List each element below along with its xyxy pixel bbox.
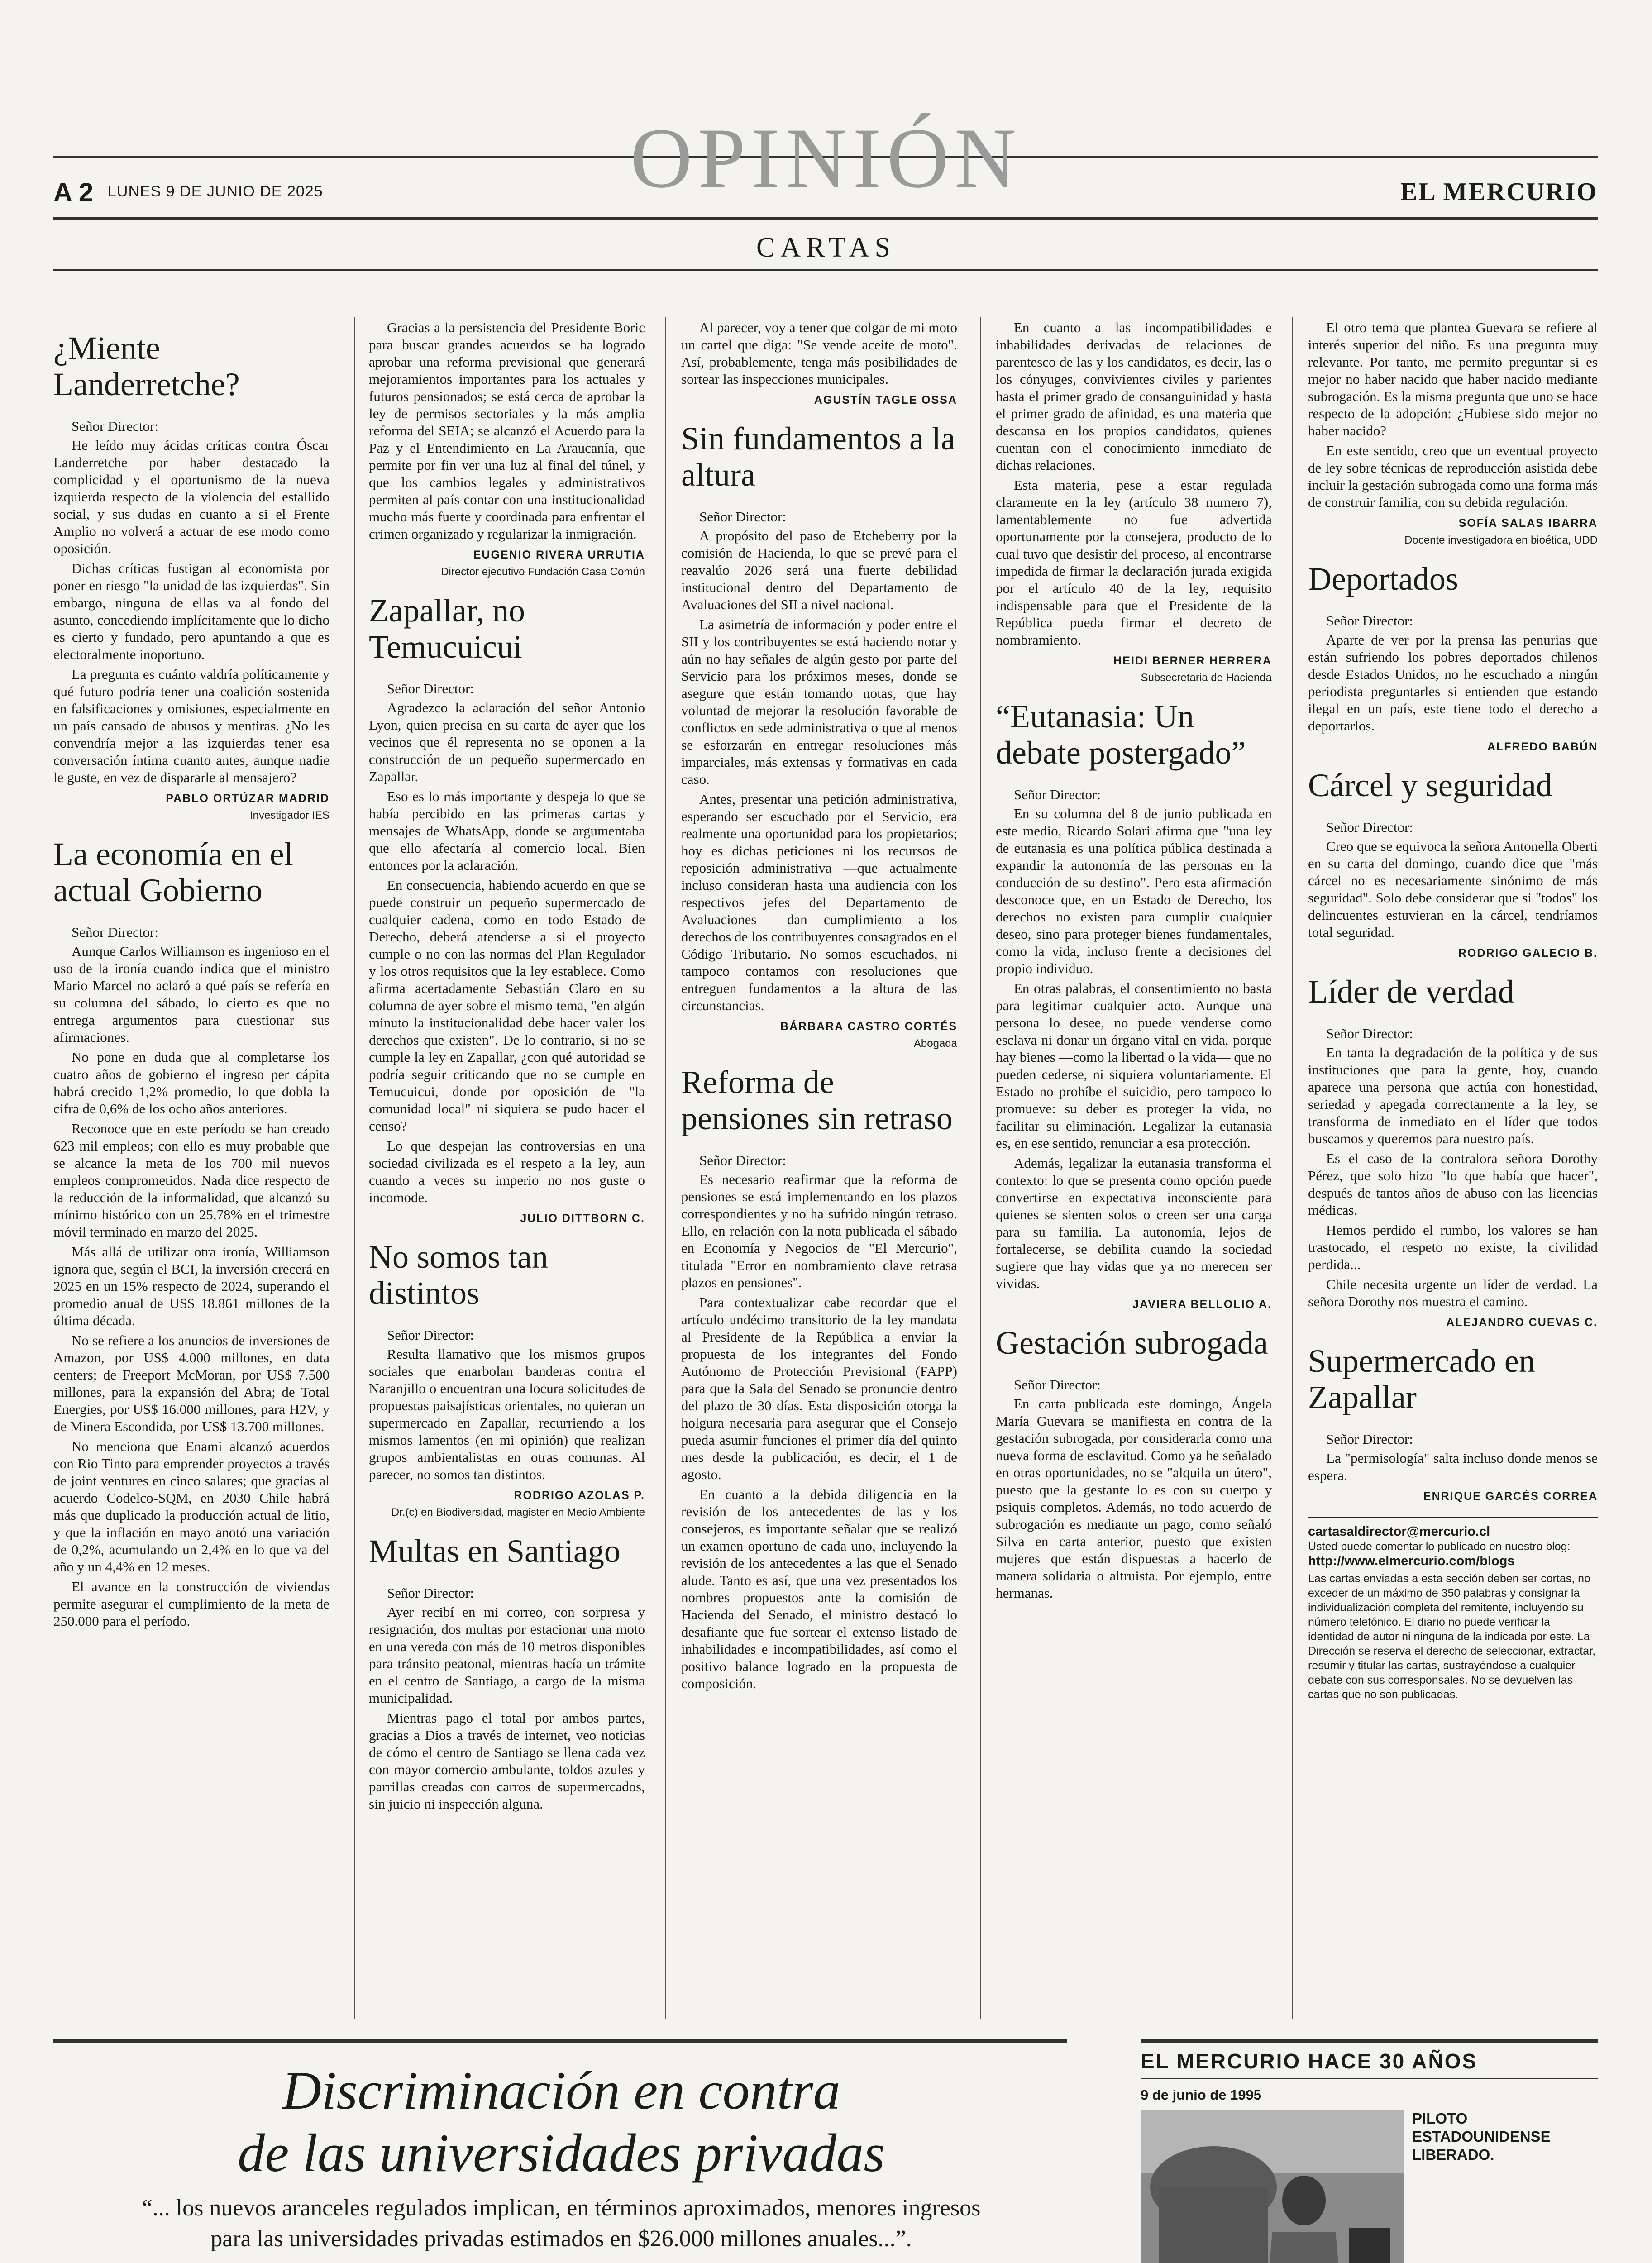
letter-paragraph: Chile necesita urgente un líder de verdad. La señora Dorothy nos muestra el camino. bbox=[1308, 1276, 1598, 1309]
letter-paragraph: Para contextualizar cabe recordar que el artículo undécimo transitorio de la ley mandata al Presidente de la República a enviar la propuesta de los integrantes del Fondo Autónomo de Protección Previsional (FAPP) para que la Sala del Senado se pronuncie dentro del plazo de 30 días. Esta disposición otorga la holgura necesaria para asegurar que el Consejo pueda asumir funciones el primer día del quinto mes desde la publicación, es decir, el 1 de agosto. bbox=[681, 1294, 957, 1482]
letter-signature: AGUSTÍN TAGLE OSSA bbox=[814, 394, 957, 406]
letter-tan-distintos bbox=[369, 1239, 645, 1521]
pilot-photo bbox=[1141, 2110, 1404, 2263]
letter-title: ¿Miente Landerretche? bbox=[53, 330, 240, 402]
letter-economia bbox=[53, 836, 329, 1630]
letter-affiliation: Subsecretaria de Hacienda bbox=[1141, 672, 1272, 684]
letter-greeting: Señor Director: bbox=[1326, 819, 1413, 835]
letter-paragraph: Aparte de ver por la prensa las penurias que están sufriendo los pobres deportados chilenos desde Estados Unidos, no he escuchado a ningún periodista preguntarles si entienden que estando ilegal en un país, este tiene todo el derecho a deportarlos. bbox=[1308, 632, 1598, 734]
piloto-title: PILOTO ESTADOUNIDENSE LIBERADO. bbox=[1412, 2110, 1551, 2163]
letter-lider bbox=[1308, 974, 1598, 1331]
letter-greeting: Señor Director: bbox=[1014, 1377, 1101, 1393]
letter-signature: HEIDI BERNER HERRERA bbox=[1113, 654, 1272, 667]
piloto-story bbox=[1141, 2110, 1598, 2263]
letter-title: La economía en el actual Gobierno bbox=[53, 836, 293, 908]
letter-paragraph: Creo que se equivoca la señora Antonella Oberti en su carta del domingo, cuando dice que "más cárcel no es necesariamente sinónimo de más seguridad". Solo debe considerar que si "todos" los delincuentes estuvieran en la cárcel, tendríamos total seguridad. bbox=[1308, 838, 1598, 940]
letter-paragraph: La "permisología" salta incluso donde menos se espera. bbox=[1308, 1450, 1598, 1483]
letter-title: Supermercado en Zapallar bbox=[1308, 1343, 1535, 1415]
letter-multas bbox=[369, 1533, 645, 1813]
letter-paragraph: Dichas críticas fustigan al economista por poner en riesgo "la unidad de las izquierdas". Sin embargo, ninguna de ellas va al fondo del asunto, concediendo implícitamente que lo dicho es cierto y fundado, pero apuntando a que es electoralmente inoportuno. bbox=[53, 560, 329, 662]
letter-greeting: Señor Director: bbox=[1326, 1026, 1413, 1041]
contact-box bbox=[1308, 1517, 1598, 1702]
letter-title: Deportados bbox=[1308, 561, 1458, 597]
letter-paragraph: Al parecer, voy a tener que colgar de mi moto un cartel que diga: "Se vende aceite de moto". Así, probablemente, tenga más posibilidades de sortear las inspecciones municipales. bbox=[681, 320, 957, 387]
letter-title: “Eutanasia: Un debate postergado” bbox=[996, 698, 1246, 771]
letter-landerretche bbox=[53, 330, 329, 824]
letter-title: Sin fundamentos a la altura bbox=[681, 420, 955, 493]
op-ed-title-line: de las universidades privadas bbox=[238, 2123, 885, 2183]
letter-greeting: Señor Director: bbox=[387, 681, 474, 697]
history-sidebar bbox=[1141, 2039, 1598, 2263]
letter-paragraph: Ayer recibí en mi correo, con sorpresa y resignación, dos multas por estacionar una moto en una vereda con más de 10 metros disponibles para tránsito peatonal, mientras hacía un trámite en el centro de Santiago, a cargo de la misma municipalidad. bbox=[369, 1604, 645, 1706]
letter-paragraph: Eso es lo más importante y despeja lo que se había percibido en las primeras cartas y mensajes de WhatsApp, donde se argumentaba que ello afectaría al comercio local. Bien entonces por la aclaración. bbox=[369, 788, 645, 873]
letter-paragraph: En cuanto a las incompatibilidades e inhabilidades derivadas de relaciones de parentesco de las y los candidatos, es decir, las o los cónyuges, convivientes civiles y parientes hasta el primer grado de consanguinidad y hasta el primer grado de afinidad, es una materia que descansa en los propios candidatos, quienes cuentan con el conocimiento inmediato de dichas relaciones. bbox=[996, 320, 1272, 473]
letter-paragraph: Es necesario reafirmar que la reforma de pensiones se está implementando en los plazos correspondientes y no ha sufrido ningún retraso. Ello, en relación con la nota publicada el sábado en Economía y Negocios de "El Mercurio", titulada "Error en nombramiento clave retrasa plazos en pensiones". bbox=[681, 1171, 957, 1290]
letter-greeting: Señor Director: bbox=[1326, 1431, 1413, 1447]
letter-greeting: Señor Director: bbox=[387, 1327, 474, 1343]
history-30-date: 9 de junio de 1995 bbox=[1141, 2087, 1262, 2103]
letter-paragraph: En carta publicada este domingo, Ángela María Guevara se manifiesta en contra de la gestación subrogada, por considerarla como una nueva forma de esclavitud. Como ya he señalado en otras oportunidades, no se "alquila un útero", puesto que la gestante lo es con su cuerpo y psiquis completos. Además, no todo acuerdo de subrogación es mediante un pago, como señaló Silva en carta anterior, puesto que existen mujeres que están dispuestas a hacerlo de manera solidaria o altruista. Por ejemplo, entre hermanas. bbox=[996, 1396, 1272, 1601]
letter-signature: PABLO ORTÚZAR MADRID bbox=[166, 792, 329, 805]
column-divider bbox=[354, 317, 355, 2019]
letter-paragraph: Es el caso de la contralora señora Dorothy Pérez, que solo hizo "lo que había que hacer", después de tantos años de abuso con las licencias médicas. bbox=[1308, 1151, 1598, 1218]
letter-paragraph: Resulta llamativo que los mismos grupos sociales que enarbolan banderas contra el Naranjillo o encuentran una locura solicitudes de propuestas paisajísticas orientales, no quieran un supermercado en Zapallar, recurriendo a los mismos lamentos (en mi opinión) que realizan grupos ambientalistas en otras comunas. Al parecer, no somos tan distintos. bbox=[369, 1346, 645, 1482]
letter-affiliation: Investigador IES bbox=[249, 809, 329, 821]
column-divider bbox=[980, 317, 981, 2019]
letter-supermercado bbox=[1308, 1343, 1598, 1505]
letter-paragraph: Más allá de utilizar otra ironía, Williamson ignora que, según el BCI, la inversión crecerá en 2025 en un 15% respecto de 2024, superando el promedio anual de US$ 18.861 millones de la última década. bbox=[53, 1244, 329, 1328]
letter-paragraph: Antes, presentar una petición administrativa, esperando ser escuchado por el Servicio, era realmente una oportunidad para los propietarios; hoy es dichas peticiones ni los recursos de reposición administrativa —que actualmente incluso consideran hasta una audiencia con los respectivos jefes del Departamento de Avaluaciones— dan cumplimiento a los derechos de los contribuyentes consagrados en el Código Tributario. No somos escuchados, ni tampoco contamos con resoluciones que entreguen fundamentos a la altura de las circunstancias. bbox=[681, 791, 957, 1013]
contact-email[interactable]: cartasaldirector@mercurio.cl bbox=[1308, 1524, 1490, 1539]
letter-title: No somos tan distintos bbox=[369, 1239, 548, 1311]
column-divider bbox=[1292, 317, 1293, 2019]
letter-paragraph: El avance en la construcción de viviendas permite asegurar el cumplimiento de la meta de 250.000 para el período. bbox=[53, 1579, 329, 1629]
letter-carcel bbox=[1308, 767, 1598, 962]
letter-paragraph: En tanta la degradación de la política y de sus instituciones que para la gente, hoy, cuando aparece una persona que actúa con honestidad, seriedad y apegada correctamente a la ley, se transforma de inmediato en el líder que todos buscamos y queremos para nuestro país. bbox=[1308, 1045, 1598, 1146]
letter-title: Reforma de pensiones sin retraso bbox=[681, 1064, 953, 1136]
letters-column-1 bbox=[53, 319, 329, 1633]
letter-paragraph: Hemos perdido el rumbo, los valores se han trastocado, el respeto no existe, la civilidad perdida... bbox=[1308, 1222, 1598, 1272]
letter-paragraph: A propósito del paso de Etcheberry por la comisión de Hacienda, lo que se prevé para el reavalúo 2026 será una fuerte debilidad institucional dentro del Departamento de Avaluaciones del SII a nivel nacional. bbox=[681, 528, 957, 612]
letter-paragraph: Lo que despejan las controversias en una sociedad civilizada es el respeto a la ley, aun cuando a veces su imperio no nos guste o incomode. bbox=[369, 1138, 645, 1205]
newspaper-name: EL MERCURIO bbox=[1400, 178, 1598, 206]
letter-paragraph: Esta materia, pese a estar regulada claramente en la ley (artículo 38 numero 7), lamentablemente no fue advertida oportunamente por la consejera, producto de lo cual tuvo que desistir del proceso, al encontrarse impedida de firmar la declaración jurada exigida por el artículo 40 de la ley, requisito indispensable para que el Presidente de la República pueda firmar el decreto de nombramiento. bbox=[996, 477, 1272, 648]
letter-greeting: Señor Director: bbox=[699, 509, 786, 525]
letter-paragraph: El otro tema que plantea Guevara se refiere al interés superior del niño. Es una pregunta muy relevante. Por tanto, me permito preguntar si es mejor no haber nacido que haber nacido mediante subrogación. Es la misma pregunta que uno se hace respecto de la adopción: ¿Hubiese sido mejor no haber nacido? bbox=[1308, 320, 1598, 439]
letter-title: Zapallar, no Temucuicui bbox=[369, 592, 525, 665]
subsection-title: CARTAS bbox=[756, 232, 896, 263]
letter-zapallar bbox=[369, 592, 645, 1227]
letter-paragraph: En consecuencia, habiendo acuerdo en que se puede construir un pequeño supermercado de cualquier cadena, como en todo Estado de Derecho, deberá atenderse a si el proyecto cumple o no con las normas del Plan Regulador y los otros requisitos que la ley establece. Como afirma acertadamente Sebastián Claro en su columna de ayer sobre el mismo tema, "en algún minuto la institucionalidad debe hacer valer los derechos que existen". De lo contrario, si no se cumple la ley en Zapallar, ¿con qué autoridad se podría seguir criticando que no se cumple en Temucuicui, donde por oposición de "la comunidad local" ni siquiera se pudo hacer el censo? bbox=[369, 877, 645, 1134]
letter-signature: JAVIERA BELLOLIO A. bbox=[1132, 1298, 1272, 1311]
contact-rules: Las cartas enviadas a esta sección deben ser cortas, no exceder de un máximo de 350 palabras y consignar la individualización completa del remitente, incluyendo su número telefónico. El diario no puede verificar la identidad de autor ni ninguna de la indicada por este. La Dirección se reserva el derecho de seleccionar, extractar, resumir y titular las cartas, sustrayéndose a cualquier debate con sus corresponsales. No se devuelven las cartas que no son publicadas. bbox=[1308, 1572, 1596, 1701]
letters-column-2 bbox=[369, 319, 645, 1815]
letter-title: Gestación subrogada bbox=[996, 1325, 1268, 1361]
letter-greeting: Señor Director: bbox=[1014, 787, 1101, 802]
letter-reforma bbox=[681, 1064, 957, 1692]
op-ed-title-line: Discriminación en contra bbox=[282, 2060, 840, 2120]
letter-deportados bbox=[1308, 561, 1598, 755]
letter-paragraph: La pregunta es cuánto valdría políticamente y qué futuro podría tener una coalición sostenida en falsificaciones y omisiones, especialmente en un país cansado de abusos y mentiras. ¿No les convendría mejor a las izquierdas tener esa conversación íntima cuanto antes, aunque nadie le guste, en vez de dispararle al mensajero? bbox=[53, 666, 329, 785]
letter-affiliation: Dr.(c) en Biodiversidad, magister en Medio Ambiente bbox=[391, 1506, 645, 1518]
letter-paragraph: He leído muy ácidas críticas contra Óscar Landerretche por haber destacado la complicidad y el oportunismo de la nueva izquierda respecto de la violencia del estallido social, y sus dudas en cuanto a si el Frente Amplio no volverá a actuar de ese modo como oposición. bbox=[53, 437, 329, 556]
contact-note: Usted puede comentar lo publicado en nuestro blog: bbox=[1308, 1540, 1571, 1553]
letter-signature: SOFÍA SALAS IBARRA bbox=[1458, 517, 1598, 530]
letter-greeting: Señor Director: bbox=[699, 1152, 786, 1168]
letter-paragraph: Aunque Carlos Williamson es ingenioso en el uso de la ironía cuando indica que el ministro Mario Marcel no aclaró a qué país se refería en su columna del sábado, lo cierto es que no entrega argumentos para cuestionar sus afirmaciones. bbox=[53, 943, 329, 1045]
letter-paragraph: Reconoce que en este período se han creado 623 mil empleos; con ello es muy probable que se alcance la meta de los 700 mil nuevos empleos comprometidos. Nada dice respecto de la reducción de la informalidad, que alcanzó su mínimo histórico con un 25,78% en el trimestre móvil terminado en marzo del 2025. bbox=[53, 1121, 329, 1240]
letter-affiliation: Abogada bbox=[913, 1037, 957, 1050]
letter-signature: BÁRBARA CASTRO CORTÉS bbox=[780, 1020, 957, 1033]
letter-paragraph: En otras palabras, el consentimiento no basta para legitimar cualquier acto. Aunque una persona lo desee, no puede venderse como esclava ni donar un órgano vital en vida, porque hay bienes —como la libertad o la vida— que no pueden cederse, ni siquiera voluntariamente. El Estado no prohíbe el suicidio, pero tampoco lo promueve: su deber es proteger la vida, no facilitar su eliminación. Legalizar la eutanasia es, en ese sentido, renunciar a esa protección. bbox=[996, 980, 1272, 1151]
letter-paragraph: Además, legalizar la eutanasia transforma el contexto: lo que se presenta como opción puede convertirse en expectativa inconsciente para quienes se sienten solos o creen ser una carga para su familia. La autonomía, lejos de fortalecerse, se debilita cuando la sociedad sugiere que hay vidas que ya no merecen ser vividas. bbox=[996, 1155, 1272, 1291]
letters-column-3 bbox=[681, 319, 957, 1695]
letter-signature: RODRIGO GALECIO B. bbox=[1458, 947, 1598, 960]
letter-greeting: Señor Director: bbox=[72, 418, 158, 434]
letter-paragraph: En este sentido, creo que un eventual proyecto de ley sobre técnicas de reproducción asistida debe incluir la gestación subrogada como una forma más de construir familia, con su debida regulación. bbox=[1308, 443, 1598, 510]
letter-paragraph: No pone en duda que al completarse los cuatro años de gobierno el ingreso per cápita habrá crecido 1,2% promedio, lo que dobla la cifra de 0,6% de los ocho años anteriores. bbox=[53, 1049, 329, 1117]
letter-title: Multas en Santiago bbox=[369, 1533, 621, 1569]
issue-date: LUNES 9 DE JUNIO DE 2025 bbox=[108, 183, 323, 200]
subsection-rule bbox=[53, 269, 1598, 271]
letter-paragraph: En cuanto a la debida diligencia en la revisión de los antecedentes de las y los consejeros, es importante señalar que se realizó un examen oportuno de cada uno, incluyendo la revisión de los antecedentes a las que el Senado alude. Tanto es así, que una vez presentados los nombres propuestos ante la comisión de Hacienda del Senado, el ministro destacó lo desafiante que fue sortear el extenso listado de inhabilidades e incompatibilidades, así como el positivo balance logrado en la propuesta de composición. bbox=[681, 1486, 957, 1691]
op-ed-pull-quote: “... los nuevos aranceles regulados implican, en términos aproximados, menores ingresos para las universidades privadas estimados en $26.000 millones anuales...”. bbox=[142, 2195, 981, 2252]
op-ed-title bbox=[54, 2059, 1068, 2184]
letter-eutanasia bbox=[996, 698, 1272, 1313]
letter-greeting: Señor Director: bbox=[72, 924, 158, 940]
letter-signature: EUGENIO RIVERA URRUTIA bbox=[473, 549, 645, 561]
letter-signature: JULIO DITTBORN C. bbox=[520, 1212, 645, 1225]
letter-title: Líder de verdad bbox=[1308, 974, 1514, 1010]
letter-paragraph: En su columna del 8 de junio publicada en este medio, Ricardo Solari afirma que "una ley de eutanasia es una política pública destinada a expandir la autonomía de las personas en la conducción de su destino". Pero esta afirmación desconoce que, en un Estado de Derecho, los derechos no existen para cumplir cualquier deseo, sino para proteger bienes fundamentales, como la vida, incluso frente a decisiones del propio individuo. bbox=[996, 806, 1272, 976]
letter-sin-fundamentos bbox=[681, 420, 957, 1052]
piloto-side-text bbox=[1412, 2110, 1598, 2164]
letter-signature: ALEJANDRO CUEVAS C. bbox=[1446, 1316, 1598, 1329]
letter-paragraph: Mientras pago el total por ambos partes, gracias a Dios a través de internet, veo noticias de cómo el centro de Santiago se llena cada vez con mayor comercio ambulante, toldos azules y parrillas creadas con carros de supermercados, sin juicio ni inspección alguna. bbox=[369, 1710, 645, 1812]
letters-column-4 bbox=[996, 319, 1272, 1604]
letter-gestacion bbox=[996, 1325, 1272, 1602]
letter-signature: RODRIGO AZOLAS P. bbox=[514, 1489, 645, 1502]
letter-paragraph: La asimetría de información y poder entre el SII y los contribuyentes se está haciendo notar y aún no hay señales de algún gesto por parte del Servicio para los próximos meses, donde se asegure que están tomando notas, que hay voluntad de mejorar la resolución favorable de conflictos en sede administrativa o que al menos se esforzarán en entregar resoluciones más imparciales, más extensas y formativas en cada caso. bbox=[681, 616, 957, 787]
letter-affiliation: Docente investigadora en bioética, UDD bbox=[1404, 534, 1598, 546]
section-title: OPINIÓN bbox=[630, 111, 1022, 206]
blog-link[interactable]: http://www.elmercurio.com/blogs bbox=[1308, 1554, 1515, 1568]
column-divider bbox=[665, 317, 666, 2019]
letter-greeting: Señor Director: bbox=[1326, 613, 1413, 629]
letters-column-5 bbox=[1308, 319, 1598, 1702]
history-30-header: EL MERCURIO HACE 30 AÑOS bbox=[1141, 2039, 1598, 2079]
op-ed-top-rule bbox=[53, 2039, 1067, 2043]
page-number: A 2 bbox=[53, 178, 94, 207]
letter-paragraph: Gracias a la persistencia del Presidente Boric para buscar grandes acuerdos se ha logrado aprobar una reforma previsional que generará mejoramientos importantes para los actuales y futuros pensionados; se está cerca de aprobar la ley de permisos sectoriales y la más amplia reforma del SEIA; se alcanzó el Acuerdo para la Paz y el Entendimiento en La Araucanía, que permite por fin ver una luz al final del túnel, y que los cambios legales y administrativos permiten al país contar con una institucionalidad mucho más fuerte y coordinada para enfrentar el crimen organizado y regularizar la inmigración. bbox=[369, 320, 645, 542]
letter-affiliation: Director ejecutivo Fundación Casa Común bbox=[441, 566, 645, 578]
letter-greeting: Señor Director: bbox=[387, 1585, 474, 1601]
header-rule bbox=[53, 217, 1598, 220]
letter-paragraph: Agradezco la aclaración del señor Antonio Lyon, quien precisa en su carta de ayer que los vecinos que él representa no se oponen a la construcción de un pequeño supermercado en Zapallar. bbox=[369, 700, 645, 784]
letter-title: Cárcel y seguridad bbox=[1308, 767, 1552, 803]
letter-signature: ALFREDO BABÚN bbox=[1487, 740, 1598, 753]
letter-paragraph: No se refiere a los anuncios de inversiones de Amazon, por US$ 4.000 millones, en data centers; de Freeport McMoran, por US$ 7.500 millones, para la expansión del Abra; de Total Energies, por US$ 16.000 millones, para H2V, y de Minera Escondida, por US$ 13.700 millones. bbox=[53, 1332, 329, 1434]
letter-paragraph: No menciona que Enami alcanzó acuerdos con Rio Tinto para emprender proyectos a través de joint ventures en cinco salares; que gracias al acuerdo Codelco-SQM, en 2030 Chile habrá más que duplicado la producción actual de litio, y que la inflación en mayo anotó una variación de 0,2%, acumulando un 2,4% en lo que va del año y un 4,4% en 12 meses. bbox=[53, 1438, 329, 1575]
letter-signature: ENRIQUE GARCÉS CORREA bbox=[1423, 1490, 1598, 1503]
